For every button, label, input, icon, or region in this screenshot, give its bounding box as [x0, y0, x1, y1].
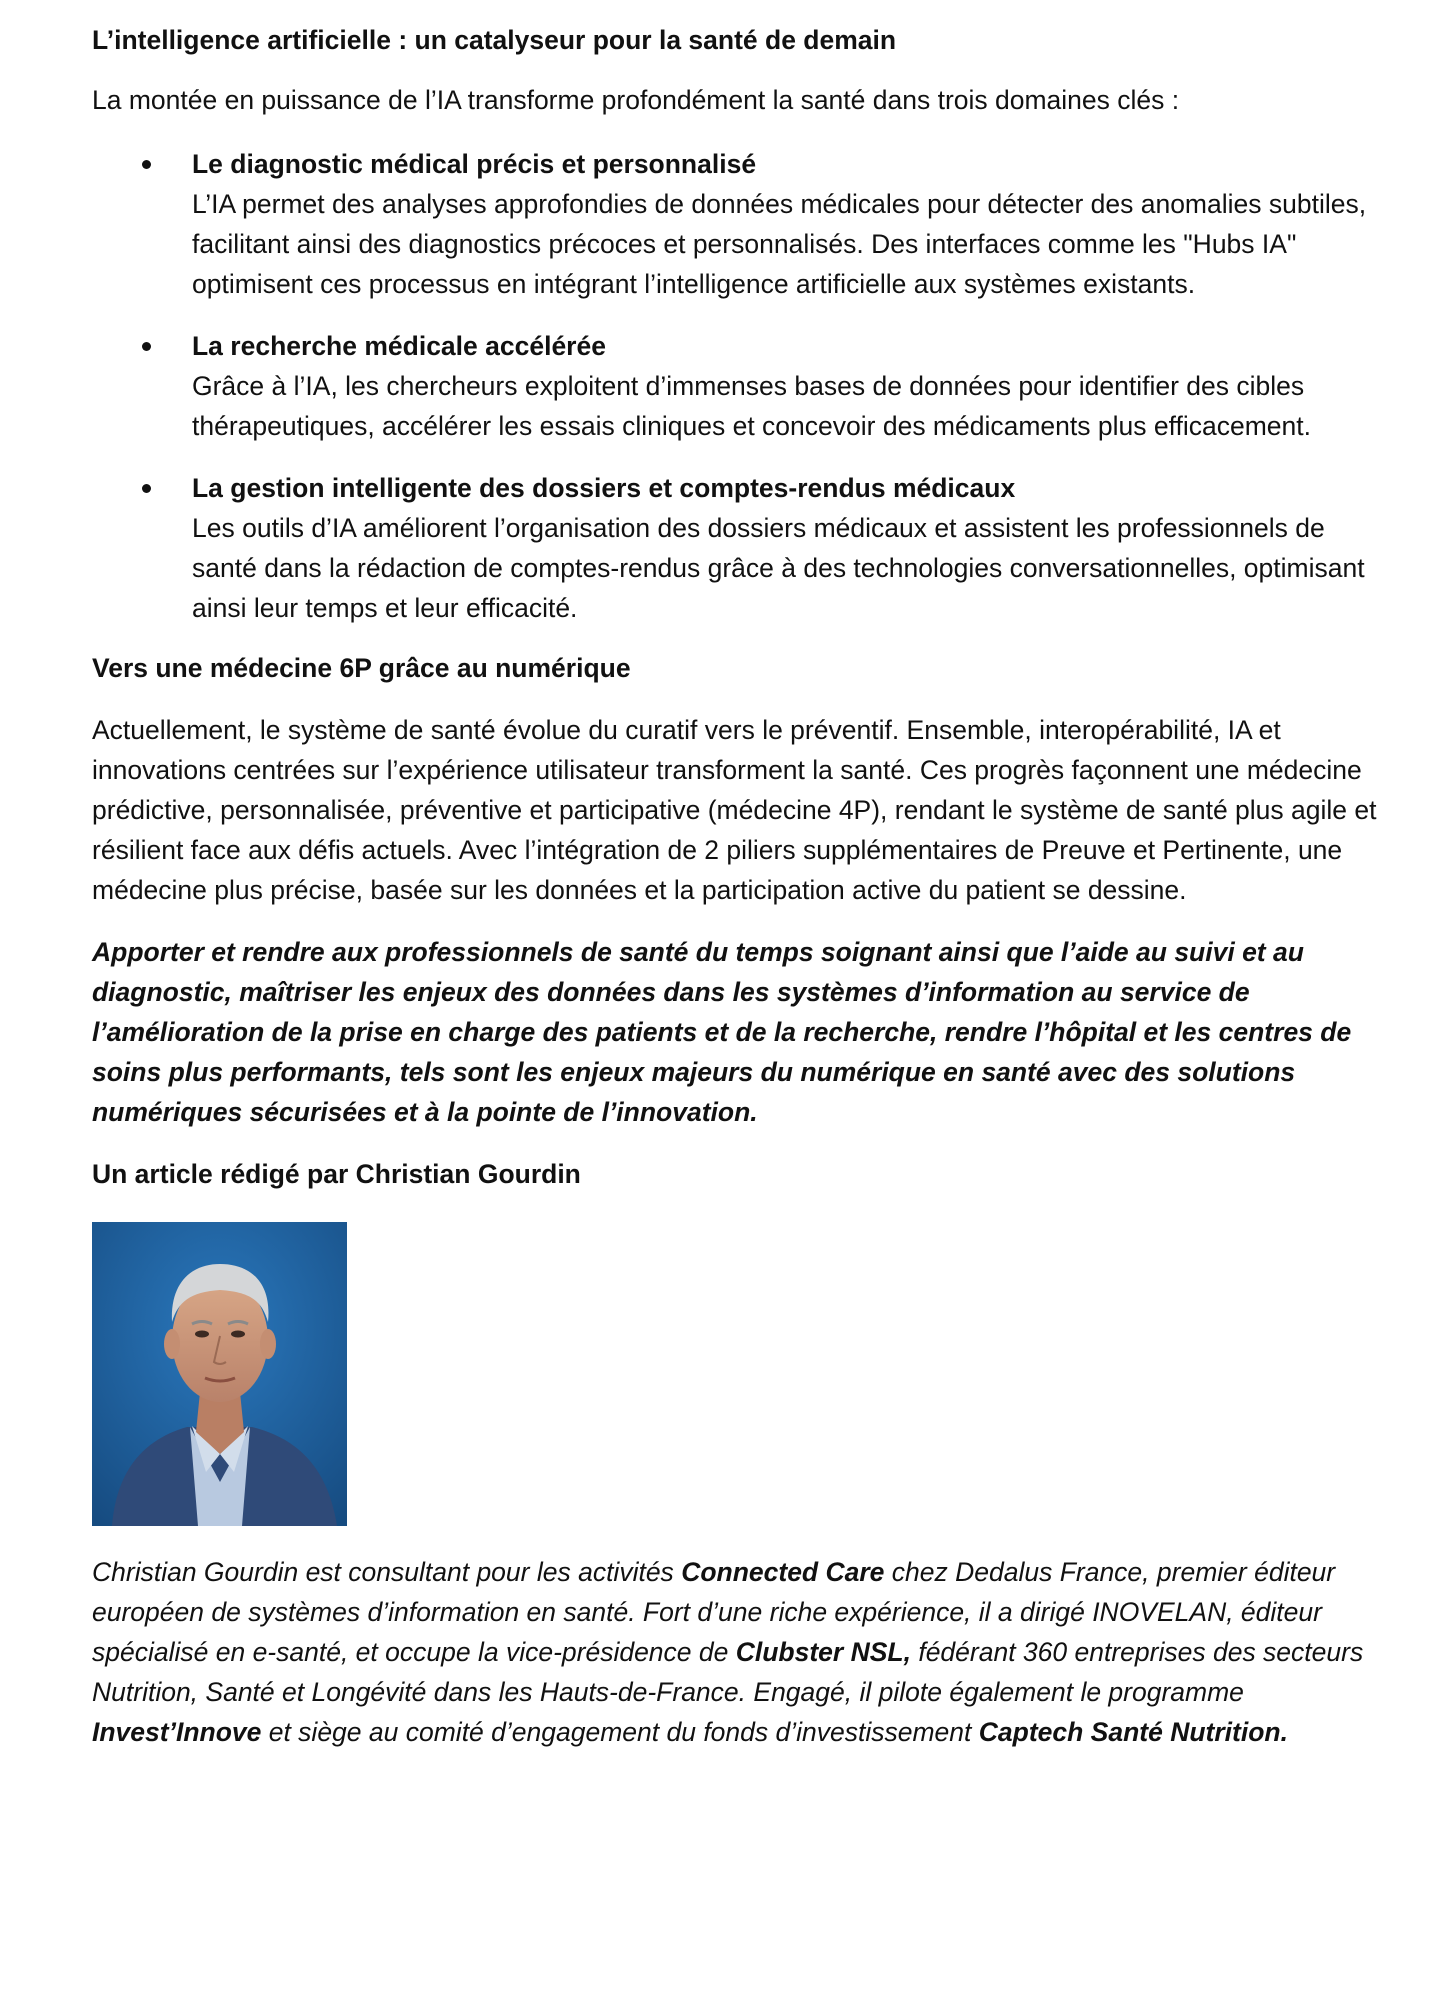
bio-text: Christian Gourdin est consultant pour les activités: [92, 1557, 682, 1587]
bio-highlight: Invest’Innove: [92, 1717, 262, 1747]
section-intro: La montée en puissance de l’IA transforme profondément la santé dans trois domaines clés :: [92, 85, 1180, 115]
bio-highlight: Clubster NSL,: [735, 1637, 911, 1667]
list-item-title: Le diagnostic médical précis et personnalisé: [192, 149, 757, 179]
bio-highlight: Captech Santé Nutrition.: [978, 1717, 1288, 1747]
emphasis-paragraph: Apporter et rendre aux professionnels de santé du temps soignant ainsi que l’aide au suivi et au diagnostic, maîtriser les enjeux des données dans les systèmes d’information au service de l’amélioration de la prise en charge des patients et de la recherche, rendre l’hôpital et les centres de soins plus performants, tels sont les enjeux majeurs du numérique en santé avec des solutions numériques sécurisées et à la pointe de l’innovation.: [92, 937, 1352, 1127]
section-paragraph: Actuellement, le système de santé évolue du curatif vers le préventif. Ensemble, interopérabilité, IA et innovations centrées sur l’expérience utilisateur transforment la santé. Ces progrès façonnent une médecine prédictive, personnalisée, préventive et participative (médecine 4P), rendant le système de santé plus agile et résilient face aux défis actuels. Avec l’intégration de 2 piliers supplémentaires de Preuve et Pertinente, une médecine plus précise, basée sur les données et la participation active du patient se dessine.: [92, 715, 1377, 905]
list-item: [92, 326, 1382, 446]
list-item: [92, 468, 1382, 628]
list-item-title: La gestion intelligente des dossiers et comptes-rendus médicaux: [192, 473, 1016, 503]
bio-text: fédérant 360 entreprises des secteurs Nutrition, Santé et Longévité dans les Hauts-de-France. Engagé, il pilote également le programme: [92, 1637, 1364, 1707]
bio-highlight: Connected Care: [681, 1557, 885, 1587]
author-bio: [92, 1552, 1382, 1752]
section-title-ai: L’intelligence artificielle : un catalyseur pour la santé de demain: [92, 25, 897, 55]
bullet-icon: [142, 484, 151, 493]
bullet-icon: [142, 342, 151, 351]
key-domains-list: [92, 144, 1382, 628]
section-title-6p: Vers une médecine 6P grâce au numérique: [92, 653, 631, 683]
list-item: [92, 144, 1382, 304]
bio-text: chez Dedalus France, premier éditeur européen de systèmes d’information en santé. Fort d’une riche expérience, il a dirigé INOVELAN, éditeur spécialisé en e-santé, et occupe la vice-présidence de: [92, 1557, 1336, 1667]
article-page: [92, 20, 1382, 1752]
list-item-text: Les outils d’IA améliorent l’organisation des dossiers médicaux et assistent les professionnels de santé dans la rédaction de comptes-rendus grâce à des technologies conversationnelles, optimisant ainsi leur temps et leur efficacité.: [192, 513, 1365, 623]
list-item-title: La recherche médicale accélérée: [192, 331, 606, 361]
bio-text: et siège au comité d’engagement du fonds d’investissement: [261, 1717, 979, 1747]
author-byline: Un article rédigé par Christian Gourdin: [92, 1159, 581, 1189]
list-item-text: L’IA permet des analyses approfondies de données médicales pour détecter des anomalies subtiles, facilitant ainsi des diagnostics précoces et personnalisés. Des interfaces comme les "Hubs IA" optimisent ces processus en intégrant l’intelligence artificielle aux systèmes existants.: [192, 189, 1367, 299]
author-photo: [92, 1222, 347, 1526]
bullet-icon: [142, 160, 151, 169]
list-item-text: Grâce à l’IA, les chercheurs exploitent d’immenses bases de données pour identifier des cibles thérapeutiques, accélérer les essais cliniques et concevoir des médicaments plus efficacement.: [192, 371, 1311, 441]
